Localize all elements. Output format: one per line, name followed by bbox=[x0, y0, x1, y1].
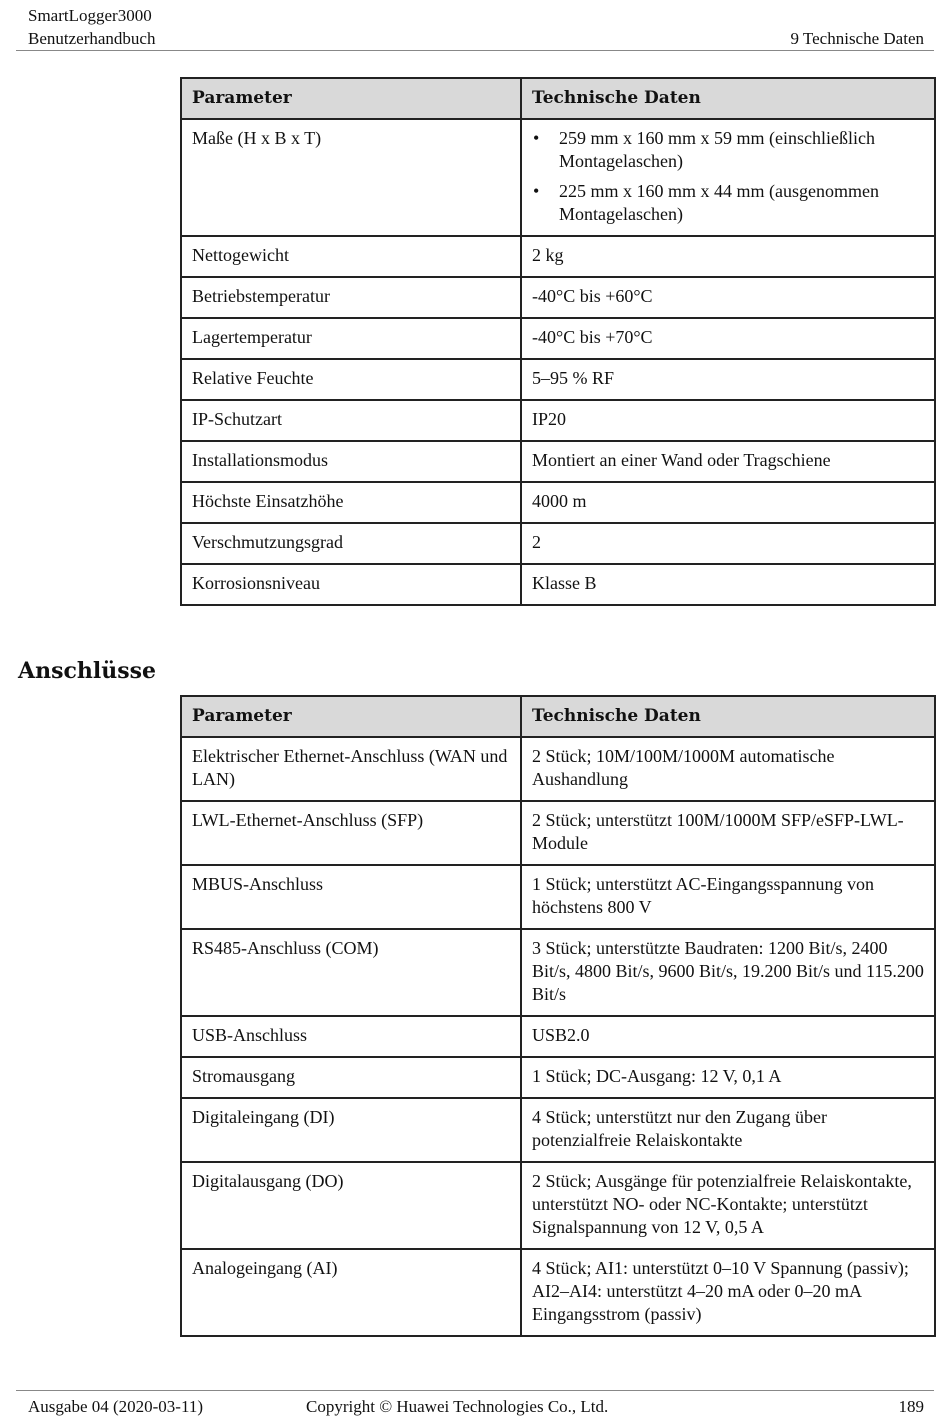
param-cell: Lagertemperatur bbox=[181, 318, 521, 359]
param-cell: Relative Feuchte bbox=[181, 359, 521, 400]
param-cell: Betriebstemperatur bbox=[181, 277, 521, 318]
column-header-parameter: Parameter bbox=[181, 696, 521, 737]
column-header-parameter: Parameter bbox=[181, 78, 521, 119]
param-cell: USB-Anschluss bbox=[181, 1016, 521, 1057]
param-cell: Stromausgang bbox=[181, 1057, 521, 1098]
list-item: • 225 mm x 160 mm x 44 mm (ausgenommen Montagelaschen) bbox=[559, 180, 924, 226]
table-row bbox=[181, 1098, 935, 1162]
param-cell: LWL-Ethernet-Anschluss (SFP) bbox=[181, 801, 521, 865]
value-cell: 1 Stück; DC-Ausgang: 12 V, 0,1 A bbox=[521, 1057, 935, 1098]
param-cell: Maße (H x B x T) bbox=[181, 119, 521, 236]
value-cell: Klasse B bbox=[521, 564, 935, 605]
value-cell: USB2.0 bbox=[521, 1016, 935, 1057]
dimension-list bbox=[532, 127, 924, 226]
value-cell: 4000 m bbox=[521, 482, 935, 523]
table-row bbox=[181, 865, 935, 929]
param-cell: MBUS-Anschluss bbox=[181, 865, 521, 929]
table-row bbox=[181, 564, 935, 605]
table-row bbox=[181, 801, 935, 865]
list-item: • 259 mm x 160 mm x 59 mm (einschließlich Montagelaschen) bbox=[559, 127, 924, 173]
value-cell: 1 Stück; unterstützt AC-Eingangsspannung von höchstens 800 V bbox=[521, 865, 935, 929]
value-cell: 2 kg bbox=[521, 236, 935, 277]
value-cell: 4 Stück; unterstützt nur den Zugang über potenzialfreie Relaiskontakte bbox=[521, 1098, 935, 1162]
product-name: SmartLogger3000 bbox=[28, 6, 152, 25]
param-cell: Digitalausgang (DO) bbox=[181, 1162, 521, 1249]
footer-divider bbox=[16, 1390, 934, 1391]
table-row bbox=[181, 236, 935, 277]
table-header-row bbox=[181, 696, 935, 737]
value-cell bbox=[521, 119, 935, 236]
table-row bbox=[181, 929, 935, 1016]
column-header-data: Technische Daten bbox=[521, 78, 935, 119]
table-row bbox=[181, 1057, 935, 1098]
connections-table bbox=[180, 695, 936, 1337]
table-row bbox=[181, 318, 935, 359]
table-row bbox=[181, 400, 935, 441]
table-row bbox=[181, 119, 935, 236]
value-cell: 5–95 % RF bbox=[521, 359, 935, 400]
table-row bbox=[181, 441, 935, 482]
value-cell: -40°C bis +70°C bbox=[521, 318, 935, 359]
column-header-data: Technische Daten bbox=[521, 696, 935, 737]
param-cell: Elektrischer Ethernet-Anschluss (WAN und LAN) bbox=[181, 737, 521, 801]
value-cell: -40°C bis +60°C bbox=[521, 277, 935, 318]
page-header bbox=[0, 0, 950, 52]
param-cell: RS485-Anschluss (COM) bbox=[181, 929, 521, 1016]
general-specs-table bbox=[180, 77, 936, 606]
param-cell: Digitaleingang (DI) bbox=[181, 1098, 521, 1162]
table-row bbox=[181, 1016, 935, 1057]
table-row bbox=[181, 737, 935, 801]
table-header-row bbox=[181, 78, 935, 119]
section-heading-connections: Anschlüsse bbox=[18, 658, 156, 684]
value-cell: 2 Stück; 10M/100M/1000M automatische Aushandlung bbox=[521, 737, 935, 801]
table-row bbox=[181, 482, 935, 523]
table-row bbox=[181, 1249, 935, 1336]
value-cell: 2 Stück; unterstützt 100M/1000M SFP/eSFP-LWL-Module bbox=[521, 801, 935, 865]
param-cell: Verschmutzungsgrad bbox=[181, 523, 521, 564]
value-cell: IP20 bbox=[521, 400, 935, 441]
param-cell: Nettogewicht bbox=[181, 236, 521, 277]
value-cell: 2 bbox=[521, 523, 935, 564]
param-cell: Korrosionsniveau bbox=[181, 564, 521, 605]
param-cell: Höchste Einsatzhöhe bbox=[181, 482, 521, 523]
value-cell: 3 Stück; unterstützte Baudraten: 1200 Bit/s, 2400 Bit/s, 4800 Bit/s, 9600 Bit/s, 19.200 Bit/s und 115.200 Bit/s bbox=[521, 929, 935, 1016]
header-divider bbox=[16, 50, 934, 51]
table-row bbox=[181, 277, 935, 318]
param-cell: Analogeingang (AI) bbox=[181, 1249, 521, 1336]
document-name: Benutzerhandbuch bbox=[28, 29, 156, 48]
table-row bbox=[181, 1162, 935, 1249]
value-cell: 2 Stück; Ausgänge für potenzialfreie Relaiskontakte, unterstützt NO- oder NC-Kontakte; unterstützt Signalspannung von 12 V, 0,5 A bbox=[521, 1162, 935, 1249]
param-cell: IP-Schutzart bbox=[181, 400, 521, 441]
copyright-notice: Copyright © Huawei Technologies Co., Ltd. bbox=[306, 1397, 609, 1416]
table-row bbox=[181, 359, 935, 400]
chapter-title: 9 Technische Daten bbox=[790, 29, 924, 48]
value-cell: 4 Stück; AI1: unterstützt 0–10 V Spannung (passiv); AI2–AI4: unterstützt 4–20 mA oder 0–20 mA Eingangsstrom (passiv) bbox=[521, 1249, 935, 1336]
page-number: 189 bbox=[898, 1397, 924, 1416]
table-row bbox=[181, 523, 935, 564]
issue-info: Ausgabe 04 (2020-03-11) bbox=[28, 1397, 203, 1416]
value-cell: Montiert an einer Wand oder Tragschiene bbox=[521, 441, 935, 482]
param-cell: Installationsmodus bbox=[181, 441, 521, 482]
